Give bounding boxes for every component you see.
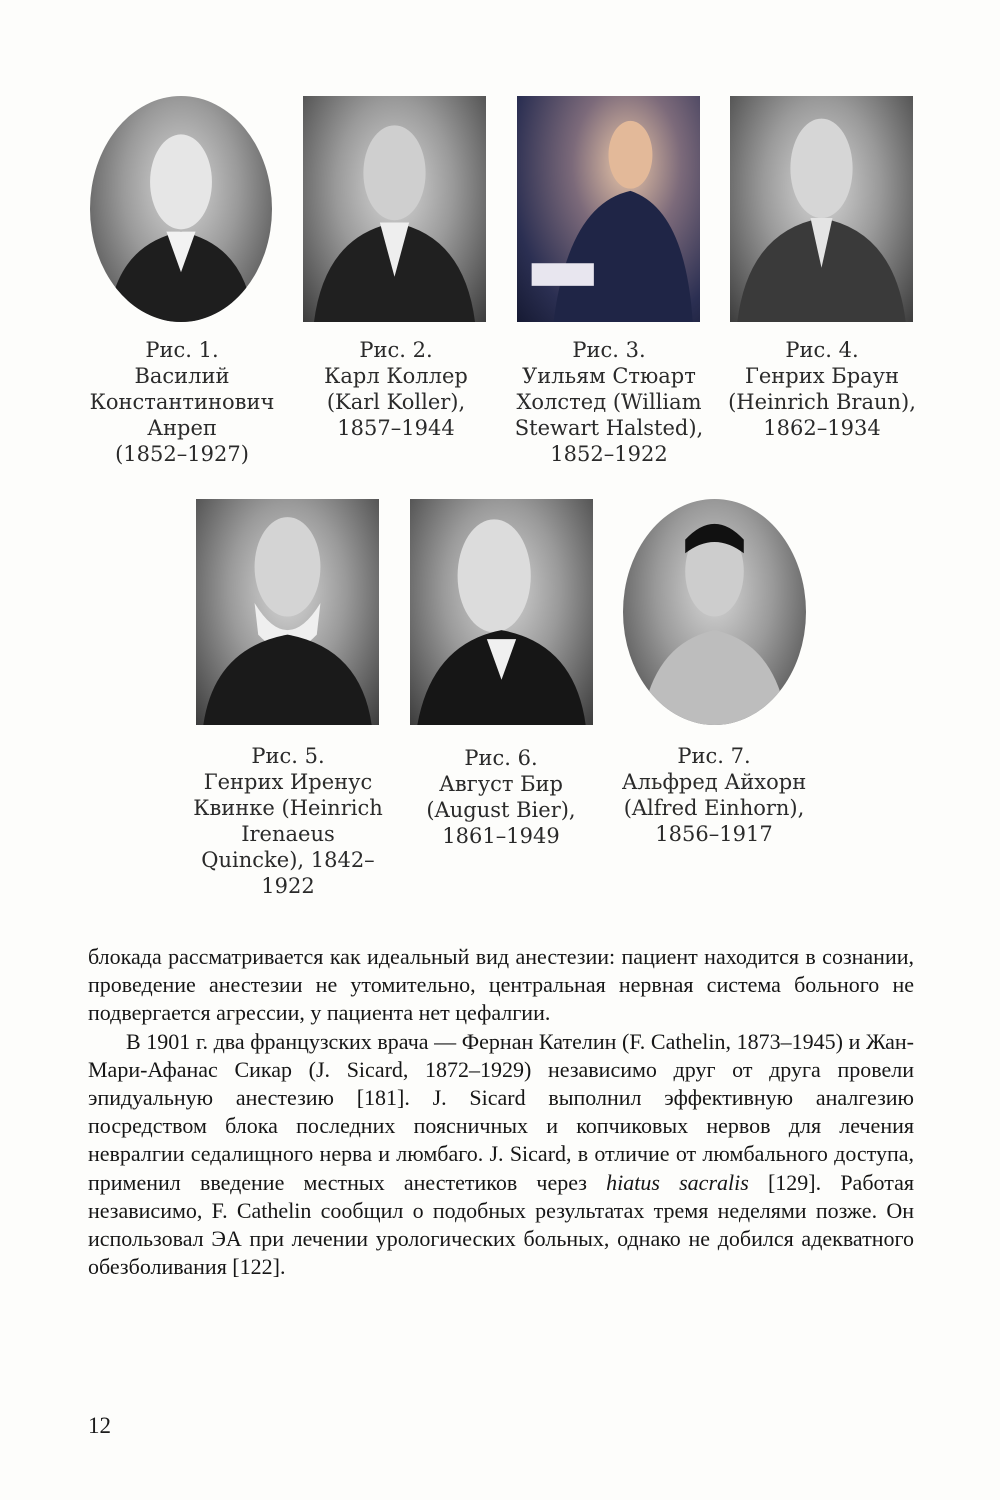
figure-label: Рис. 4. — [785, 338, 859, 362]
figure-caption-2 — [294, 337, 498, 441]
figure-label: Рис. 3. — [572, 338, 646, 362]
caption-line: Василий — [134, 364, 230, 388]
body-text — [88, 943, 914, 1281]
caption-line: (Heinrich Braun), — [728, 390, 916, 414]
caption-line: Уильям Стюарт — [522, 364, 696, 388]
caption-line: 1862–1934 — [763, 416, 881, 440]
caption-line: (August Bier), — [426, 798, 576, 822]
caption-line: Генрих Браун — [744, 364, 900, 388]
person-silhouette-icon — [517, 96, 700, 322]
caption-line: 1922 — [261, 874, 315, 898]
portrait-anrep — [90, 96, 272, 322]
figure-label: Рис. 7. — [677, 744, 751, 768]
figure-label: Рис. 1. — [145, 338, 219, 362]
figure-caption-5 — [186, 743, 390, 899]
caption-line: 1857–1944 — [337, 416, 455, 440]
caption-line: 1852–1922 — [550, 442, 668, 466]
figure-caption-6 — [398, 745, 604, 849]
caption-line: Карл Коллер — [324, 364, 468, 388]
italic-term: hiatus sacralis — [606, 1169, 749, 1195]
portrait-halsted — [517, 96, 700, 322]
portrait-koller — [303, 96, 486, 322]
caption-line: Stewart Halsted), — [514, 416, 704, 440]
figure-caption-7 — [608, 743, 820, 847]
paragraph-text: [129]. Работая независимо, F. Cathelin сообщил о подобных результатах тремя неделями позже. Он использовал ЭА при лечении урологических больных, однако не добился адекватного обезболивания [122]. — [88, 1169, 914, 1280]
portrait-quincke — [196, 499, 379, 725]
caption-line: 1856–1917 — [655, 822, 773, 846]
caption-line: Quincke), 1842– — [201, 848, 375, 872]
person-silhouette-icon — [196, 499, 379, 725]
caption-line: Август Бир — [438, 772, 563, 796]
caption-line: Анреп — [147, 416, 217, 440]
caption-line: Квинке (Heinrich — [193, 796, 383, 820]
portrait-braun — [730, 96, 913, 322]
page-number: 12 — [88, 1413, 111, 1438]
caption-line: 1861–1949 — [442, 824, 560, 848]
caption-line: (1852–1927) — [115, 442, 249, 466]
person-silhouette-icon — [623, 499, 806, 725]
caption-line: Холстед (William — [516, 390, 702, 414]
person-silhouette-icon — [90, 96, 272, 322]
figure-label: Рис. 5. — [251, 744, 325, 768]
caption-line: Irenaeus — [241, 822, 335, 846]
paragraph: блокада рассматривается как идеальный вид анестезии: пациент находится в сознании, проведение анестезии не утомительно, центральная нервная система больного не подвергается агрессии, у пациента нет цефалгии. — [88, 944, 914, 1026]
person-silhouette-icon — [730, 96, 913, 322]
person-silhouette-icon — [303, 96, 486, 322]
caption-line: (Karl Koller), — [326, 390, 466, 414]
portrait-einhorn — [623, 499, 806, 725]
caption-line: Альфред Айхорн — [621, 770, 807, 794]
figure-caption-3 — [502, 337, 716, 467]
paragraph-text: В 1901 г. два французских врача — Фернан Кателин (F. Cathelin, 1873–1945) и Жан-Мари-Афанас Сикар (J. Sicard, 1872–1929) независимо друг от друга провели эпидуальную анестезию [181]. J. Sicard выполнил эффективную аналгезию посредством блока последних поясничных и копчиковых нервов для лечения невралгии седалищного нерва и люмбаго. J. Sicard, в отличие от люмбального доступа, применил введение местных анестетиков через — [88, 1028, 914, 1195]
caption-line: Генрих Иренус — [203, 770, 373, 794]
portrait-bier — [410, 499, 593, 725]
figure-label: Рис. 6. — [464, 746, 538, 770]
figure-caption-4 — [716, 337, 928, 441]
person-silhouette-icon — [410, 499, 593, 725]
caption-line: (Alfred Einhorn), — [623, 796, 805, 820]
figure-caption-1 — [80, 337, 284, 467]
figure-label: Рис. 2. — [359, 338, 433, 362]
caption-line: Константинович — [89, 390, 275, 414]
paragraph — [88, 1028, 914, 1282]
